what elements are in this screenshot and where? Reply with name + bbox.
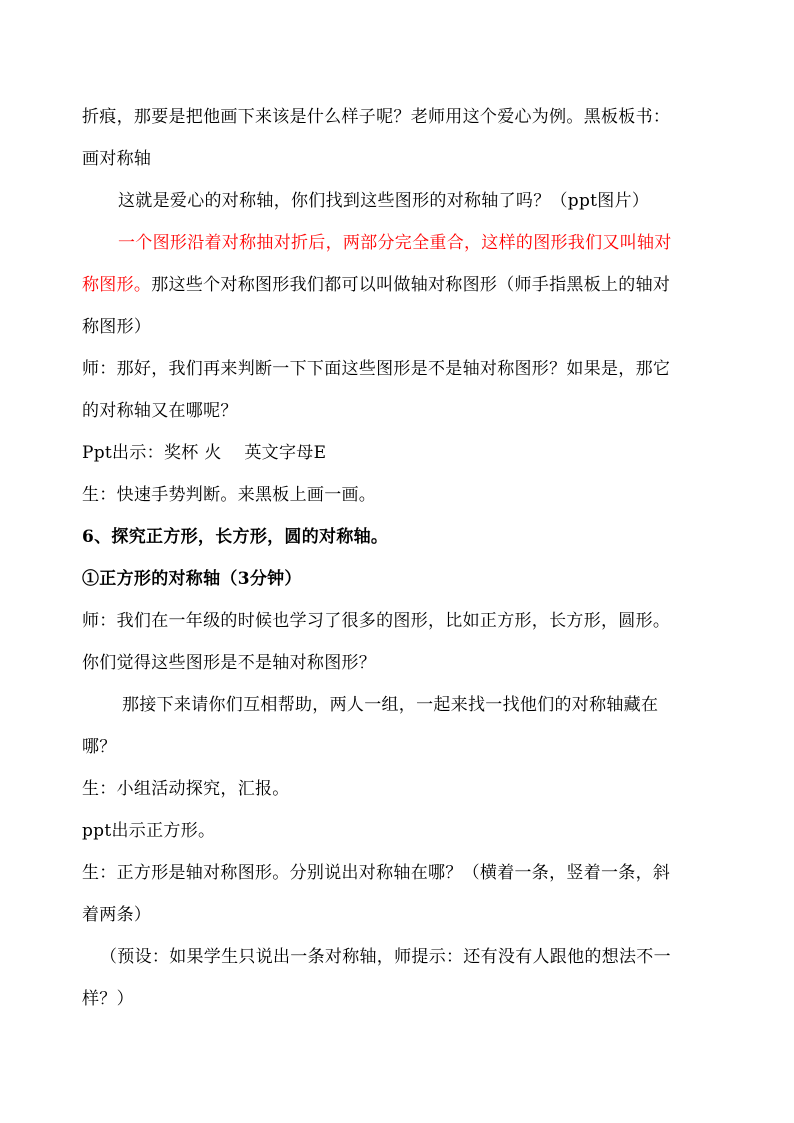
highlighted-definition-end: 称图形。	[82, 275, 152, 295]
text-line: 你们觉得这些图形是不是轴对称图形？	[82, 653, 377, 673]
text-line: 这就是爱心的对称轴，你们找到这些图形的对称轴了吗？（ppt图片）	[118, 191, 650, 211]
text-line: 着两条）	[82, 905, 152, 925]
text-line-mixed	[82, 274, 722, 296]
text-line: 那接下来请你们互相帮助，两人一组，一起来找一找他们的对称轴藏在	[122, 695, 659, 715]
text-line: 哪？	[82, 737, 117, 757]
highlighted-definition-line: 一个图形沿着对称抽对折后，两部分完全重合，这样的图形我们又叫轴对	[118, 233, 672, 253]
section-heading: 6、探究正方形，长方形，圆的对称轴。	[82, 527, 389, 547]
text-line: 的对称轴又在哪呢？	[82, 401, 238, 421]
text-span: ①正方形的对称轴（3分钟）	[82, 569, 302, 589]
text-line: 师：那好，我们再来判断一下下面这些图形是不是轴对称图形？如果是，那它	[82, 359, 671, 379]
text-line: 生：正方形是轴对称图形。分别说出对称轴在哪？（横着一条，竖着一条，斜	[82, 863, 671, 883]
text-line: 样？）	[82, 989, 134, 1009]
text-line: 称图形）	[82, 317, 152, 337]
text-line: （预设：如果学生只说出一条对称轴，师提示：还有没有人跟他的想法不一	[100, 947, 671, 967]
text-line: Ppt出示：奖杯 火 英文字母E	[82, 443, 327, 463]
text-line: 生：小组活动探究，汇报。	[82, 779, 290, 799]
text-line: 画对称轴	[82, 149, 152, 169]
text-span: 那这些个对称图形我们都可以叫做轴对称图形（师手指黑板上的轴对	[151, 275, 671, 295]
subsection-heading	[82, 568, 722, 590]
text-line: ppt出示正方形。	[82, 821, 216, 841]
text-line: 生：快速手势判断。来黑板上画一画。	[82, 485, 377, 505]
text-line: 折痕，那要是把他画下来该是什么样子呢？老师用这个爱心为例。黑板板书：	[82, 107, 671, 127]
text-line: 师：我们在一年级的时候也学习了很多的图形，比如正方形，长方形，圆形。	[82, 611, 671, 631]
